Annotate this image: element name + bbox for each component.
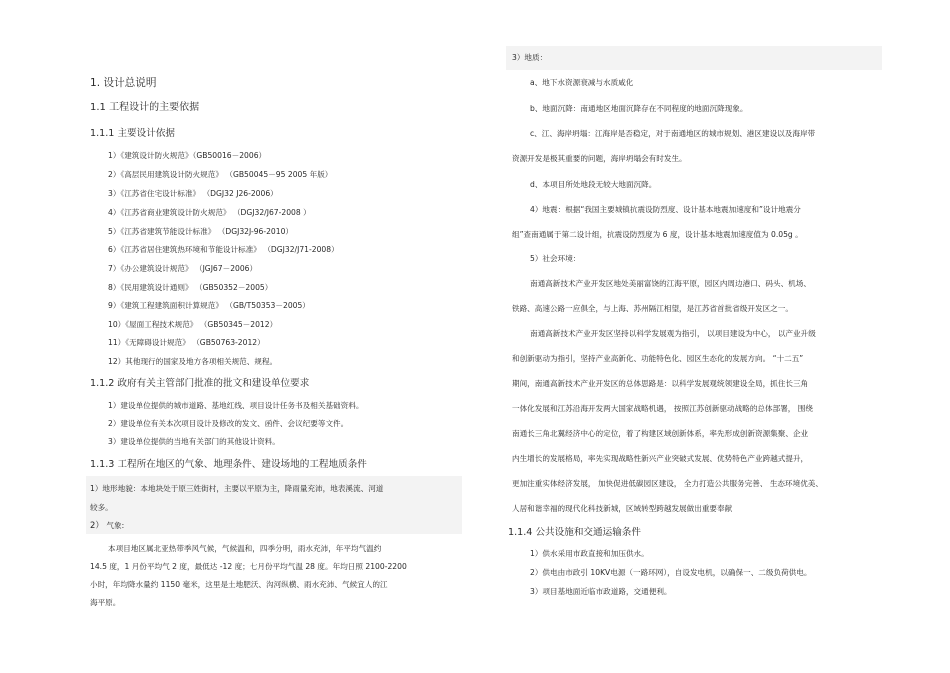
requirement-item: 1）建设单位提供的城市道路、基地红线、项目设计任务书及相关基础资料。 (108, 401, 364, 410)
basis-item: 11）《无障碍设计规范》 （GB50763-2012） (108, 338, 265, 347)
geology-heading: 3）地质： (512, 53, 548, 62)
basis-item: 1）《建筑设计防火规范》（GB50016－2006） (108, 151, 267, 160)
social-paragraph-line: 内生增长的发展格局，率先实现战略性新兴产业突破式发展、优势特色产业跨越式提升， (512, 454, 809, 463)
terrain-paragraph-line: 较多。 (90, 503, 113, 512)
terrain-paragraph-line: 1）地形地貌：本地块处于原三姓街村，主要以平原为主，降雨量充沛，地表溪流、河道 (90, 484, 384, 493)
geology-item: a、地下水资源衰减与水质咸化 (530, 78, 634, 87)
geology-item: d、本项目所处地段无较大地面沉降。 (530, 180, 657, 189)
climate-title: 气象: (106, 521, 125, 530)
requirement-item: 2）建设单位有关本次项目设计及修改的发文、函件、会议纪要等文件。 (108, 419, 349, 428)
facility-item: 3）项目基地面近临市政道路，交通便利。 (530, 587, 672, 596)
basis-item: 7）《办公建筑设计规范》 （JGJ67－2006） (108, 264, 258, 273)
section-heading-main-basis: 1.1.1 主要设计依据 (90, 128, 176, 139)
basis-item: 6）《江苏省居住建筑热环境和节能设计标准》 （DGJ32/J71-2008） (108, 245, 339, 254)
social-heading: 5）社会环境： (530, 254, 581, 263)
social-paragraph-line: 和创新驱动为指引，坚持产业高新化、功能特色化、园区生态化的发展方向。 “十二五” (512, 354, 804, 363)
social-paragraph-line: 南通高新技术产业开发区坚持以科学发展观为指引， 以项目建设为中心， 以产业升级 (530, 329, 816, 338)
basis-item: 10）《屋面工程技术规范》 （GB50345－2012） (108, 320, 278, 329)
facility-item: 1）供水采用市政直接和加压供水。 (530, 549, 649, 558)
geology-item: 资源开发是极其重要的问题，海岸坍塌会有时发生。 (512, 154, 687, 163)
basis-item: 9）《建筑工程建筑面积计算规范》 （GB/T50353－2005） (108, 301, 310, 310)
climate-paragraph-line: 小时，年均降水量约 1150 毫米，这里是土地肥沃、沟河纵横、雨水充沛、气候宜人的江 (90, 580, 388, 589)
basis-item: 3）《江苏省住宅设计标准》 （DGJ32 J26-2006） (108, 189, 278, 198)
geology-item: c、江、海岸坍塌：江海岸是否稳定，对于南通地区的城市规划、港区建设以及海岸带 (530, 129, 816, 138)
social-paragraph-line: 南通长三角北翼经济中心的定位，着了构建区域创新体系，率先形成创新资源集聚、企业 (512, 429, 809, 438)
section-heading-approvals: 1.1.2 政府有关主管部门批准的批文和建设单位要求 (90, 378, 310, 389)
facility-item: 2）供电由市政引 10KV电源（一路环网），自设发电机，以确保一、二级负荷供电。 (530, 568, 812, 577)
section-heading-design-overview: 1. 设计总说明 (90, 77, 157, 89)
section-heading-site-conditions: 1.1.3 工程所在地区的气象、地理条件、建设场地的工程地质条件 (90, 459, 367, 470)
basis-item: 8）《民用建筑设计通则》 （GB50352－2005） (108, 283, 273, 292)
requirement-item: 3）建设单位提供的当地有关部门的其他设计资料。 (108, 437, 280, 446)
climate-heading (90, 520, 124, 531)
seismic-line: 组”查南通属于第二设计组，抗震设防烈度为 6 度，设计基本地震加速度值为 0.05g 。 (512, 230, 803, 239)
section-heading-facilities: 1.1.4 公共设施和交通运输条件 (508, 527, 641, 538)
basis-item: 12）其他现行的国家及地方各项相关规范、规程。 (108, 357, 278, 366)
geology-shaded-header (506, 46, 882, 70)
climate-paragraph-line: 14.5 度，1 月份平均气 2 度，最低达 -12 度；七月份平均气温 28 度。年均日照 2100-2200 (90, 562, 407, 571)
basis-item: 4）《江苏省商业建筑设计防火规范》 （DGJ32/J67-2008 ） (108, 208, 311, 217)
social-paragraph-line: 南通高新技术产业开发区地处美丽富饶的江海平原，园区内周边港口、码头、机场、 (530, 279, 811, 288)
geology-item: b、地面沉降：南通地区地面沉降存在不同程度的地面沉降现象。 (530, 104, 748, 113)
social-paragraph-line: 一体化发展和江苏沿海开发两大国家战略机遇， 按照江苏创新驱动战略的总体部署， 围绕 (512, 404, 813, 413)
social-paragraph-line: 铁路、高速公路一应俱全，与上海、苏州隔江相望，是江苏省首批省级开发区之一。 (512, 304, 793, 313)
climate-paragraph-line: 海平原。 (90, 598, 121, 607)
climate-paragraph-line: 本项目地区属北亚热带季风气候，气候温和，四季分明，雨水充沛，年平均气温约 (108, 544, 382, 553)
social-paragraph-line: 更加注重实体经济发展， 加快促进低碳园区建设， 全力打造公共服务完善、 生态环境优美、 (512, 479, 823, 488)
seismic-line: 4）地震：根据“我国主要城镇抗震设防烈度、设计基本地震加速度和”设计地震分 (530, 205, 801, 214)
basis-item: 2）《高层民用建筑设计防火规范》 （GB50045－95 2005 年版） (108, 170, 333, 179)
basis-item: 5）《江苏省建筑节能设计标准》 （DGJ32J-96-2010） (108, 227, 294, 236)
climate-number: 2） (90, 520, 104, 530)
social-paragraph-line: 人居和谐幸福的现代化科技新城，区域转型跨越发展做出重要奉献 (512, 504, 733, 513)
social-paragraph-line: 期间，南通高新技术产业开发区的总体思路是：以科学发展观统领建设全局，抓住长三角 (512, 379, 809, 388)
section-heading-design-basis: 1.1 工程设计的主要依据 (90, 102, 200, 113)
